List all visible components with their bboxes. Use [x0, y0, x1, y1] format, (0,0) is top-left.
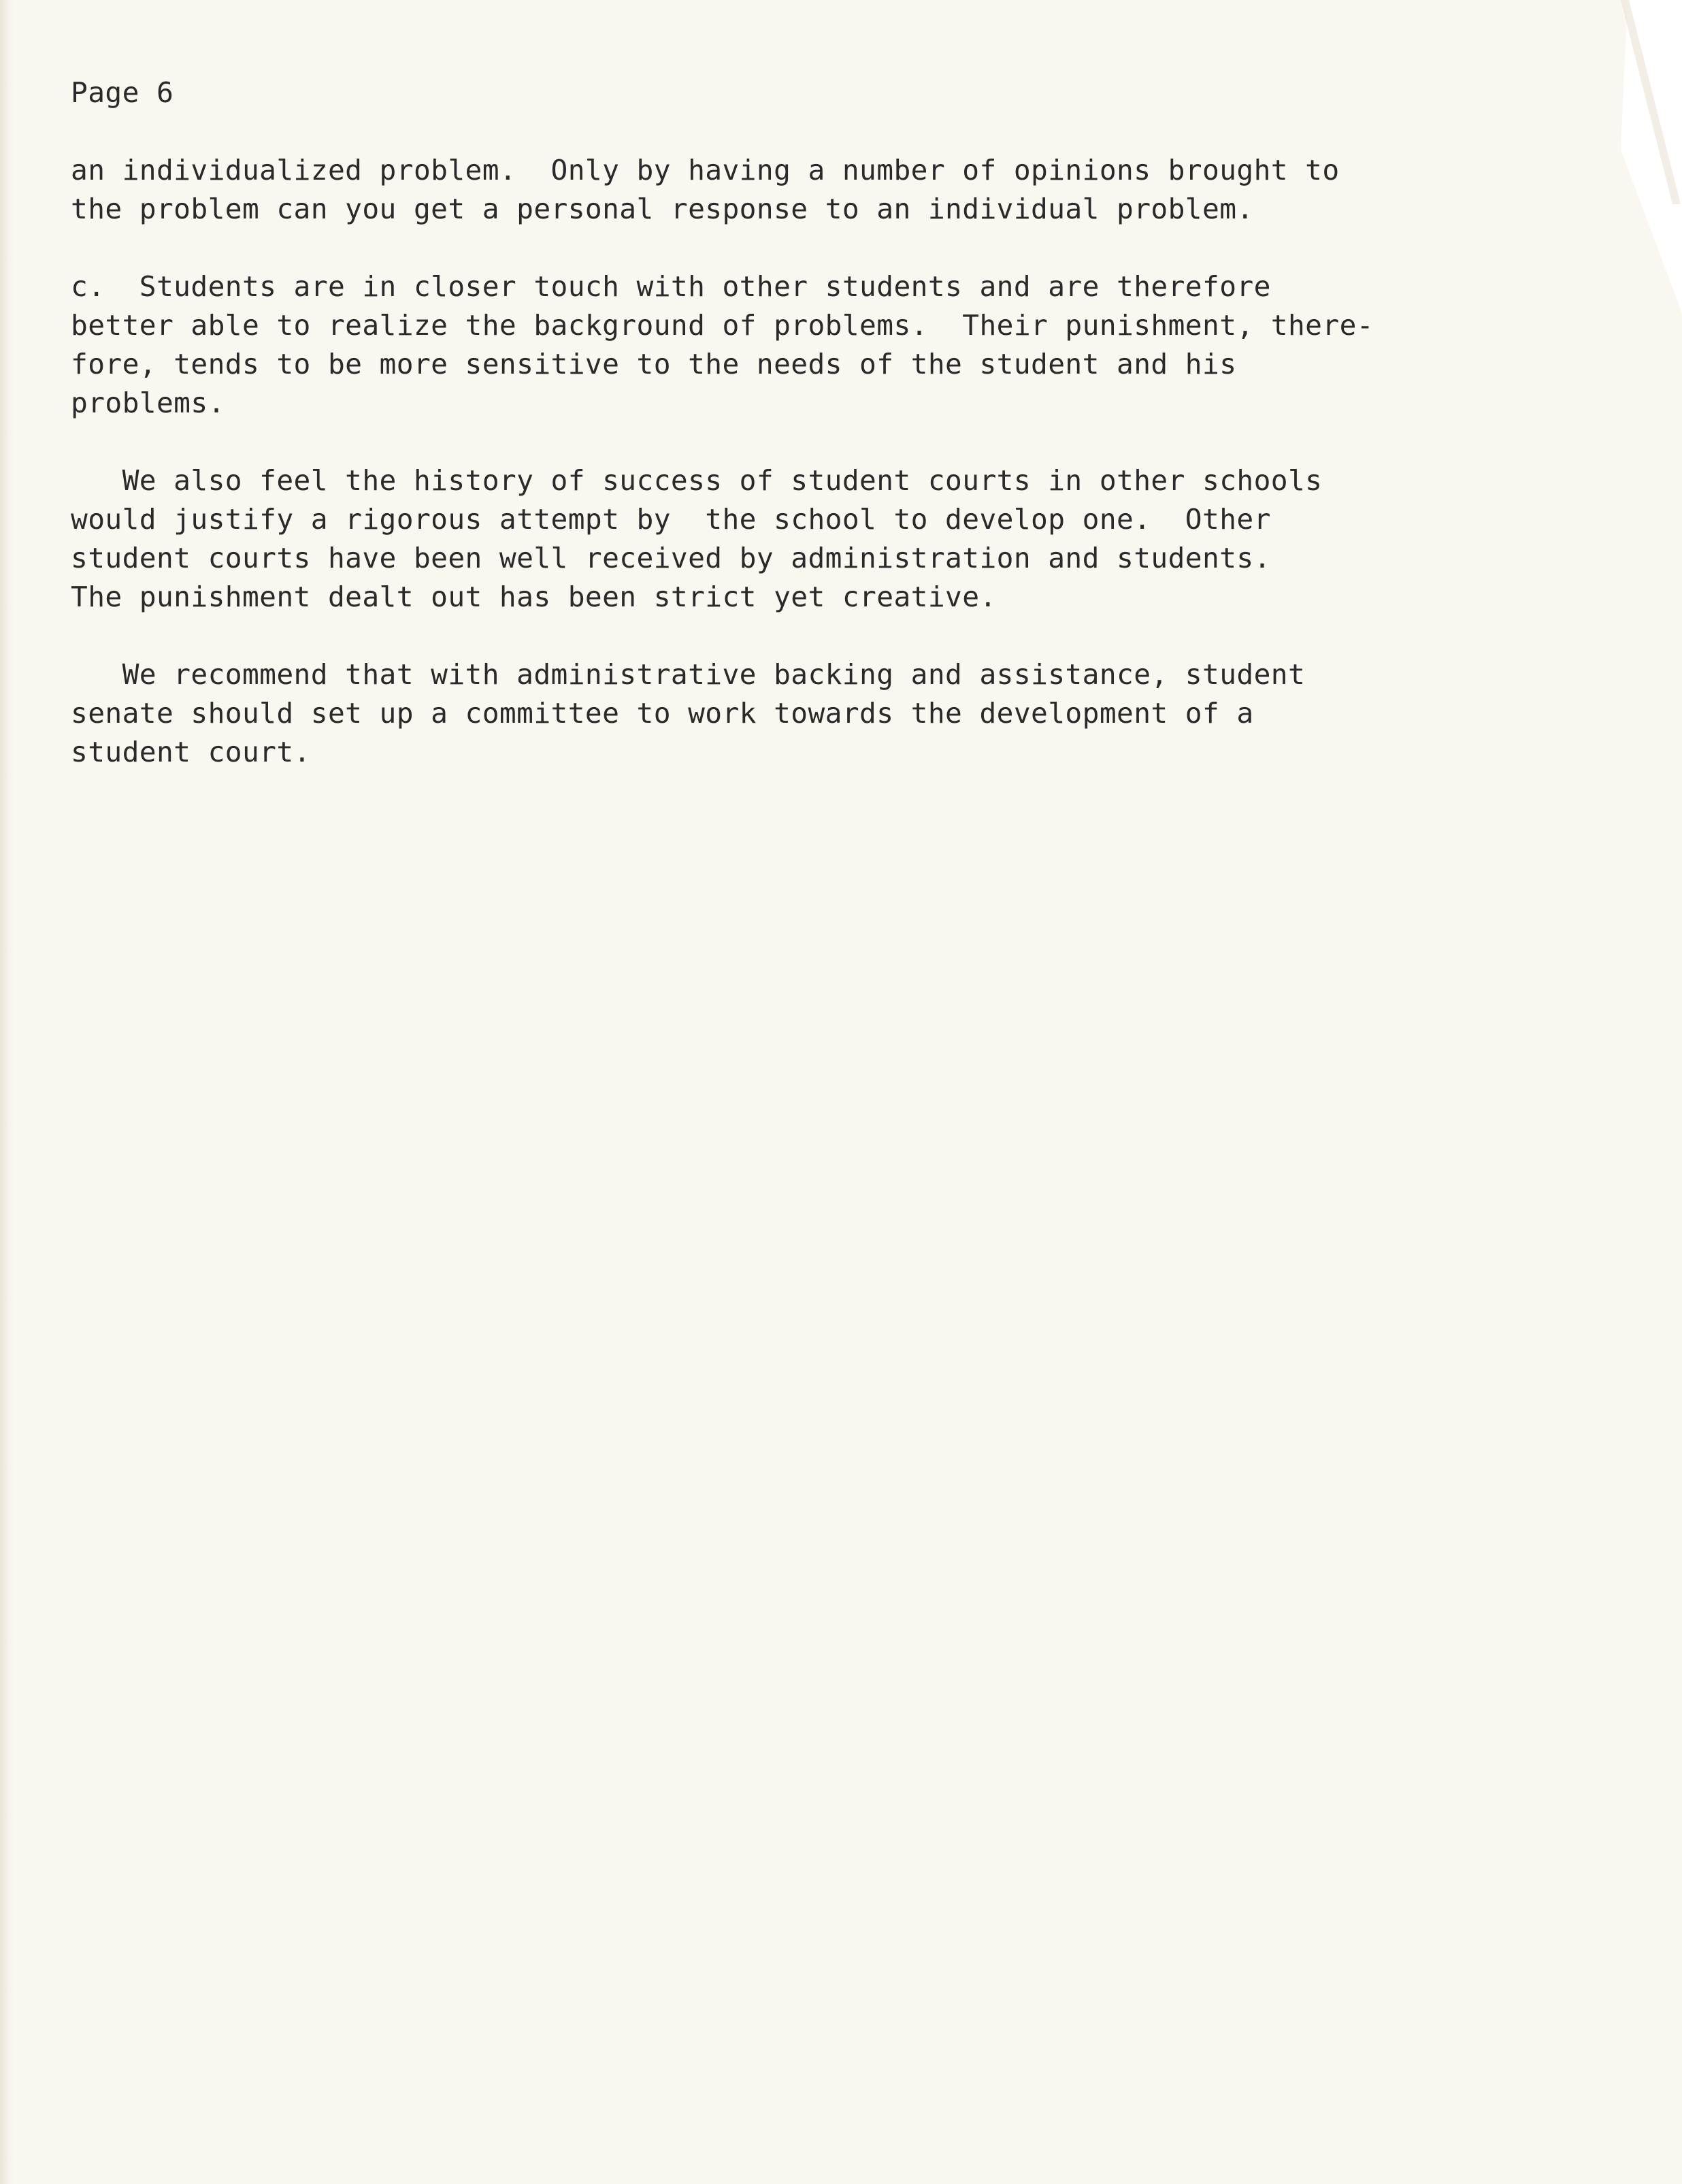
paragraph-2 — [71, 267, 1636, 423]
text-line: fore, tends to be more sensitive to the needs of the student and his — [71, 348, 1237, 380]
page-header: Page 6 — [71, 76, 174, 109]
paper-left-edge — [0, 0, 15, 2184]
text-line: the problem can you get a personal response to an individual problem. — [71, 193, 1254, 225]
paragraph-1 — [71, 151, 1636, 229]
text-line: student court. — [71, 736, 311, 768]
text-line: would justify a rigorous attempt by the school to develop one. Other — [71, 503, 1271, 536]
paragraph-4 — [71, 655, 1636, 772]
text-line: c. Students are in closer touch with other students and are therefore — [71, 270, 1271, 303]
paragraph-3 — [71, 461, 1636, 617]
text-line: student courts have been well received by administration and students. — [71, 542, 1271, 574]
text-line: We also feel the history of success of student courts in other schools — [71, 464, 1323, 497]
document-body — [71, 74, 1636, 772]
text-line: The punishment dealt out has been strict yet creative. — [71, 581, 997, 613]
text-line: problems. — [71, 387, 225, 419]
text-line: better able to realize the background of problems. Their punishment, there- — [71, 309, 1374, 342]
text-line: We recommend that with administrative backing and assistance, student — [71, 658, 1306, 691]
text-line: senate should set up a committee to work towards the development of a — [71, 697, 1254, 730]
text-line: an individualized problem. Only by having a number of opinions brought to — [71, 154, 1340, 186]
